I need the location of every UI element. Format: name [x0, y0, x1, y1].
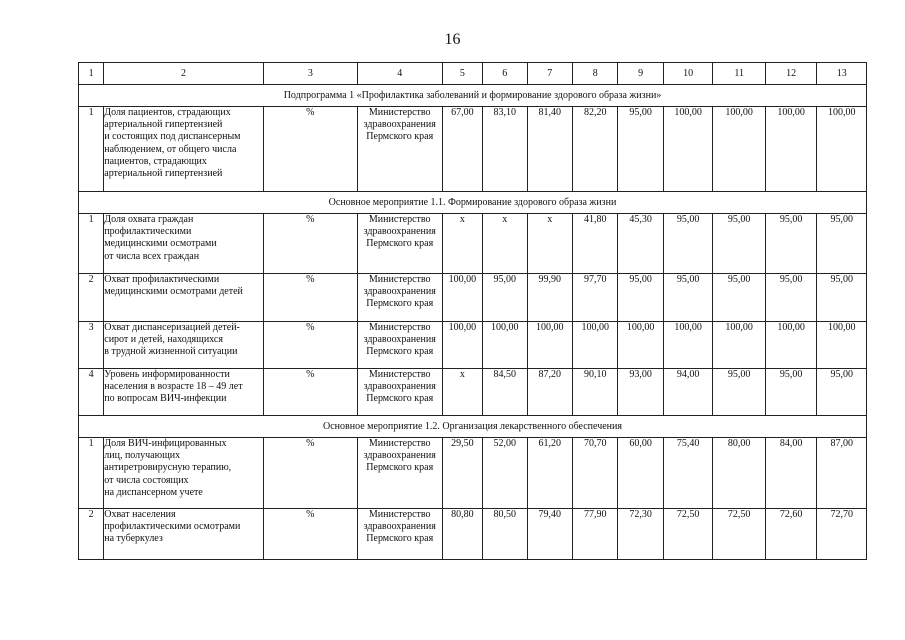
value-cell: 83,10 [483, 107, 527, 192]
value-cell: x [527, 214, 572, 274]
value-cell: 97,70 [572, 274, 617, 322]
value-cell: 95,00 [817, 274, 867, 322]
value-cell: 70,70 [572, 438, 617, 509]
value-cell: 100,00 [663, 322, 713, 369]
value-cell: 95,00 [713, 369, 766, 416]
column-number-cell: 12 [765, 63, 817, 85]
value-cell: 100,00 [817, 322, 867, 369]
value-cell: x [442, 214, 482, 274]
indicator-name: Охват населения профилактическими осмотрами на туберкулез [104, 509, 264, 560]
value-cell: 100,00 [765, 107, 817, 192]
value-cell: 82,20 [572, 107, 617, 192]
value-cell: 95,00 [663, 274, 713, 322]
column-number-cell: 3 [263, 63, 357, 85]
section-header-row [79, 192, 867, 214]
value-cell: 41,80 [572, 214, 617, 274]
indicators-table [78, 62, 867, 560]
row-number: 3 [79, 322, 104, 369]
value-cell: 90,10 [572, 369, 617, 416]
row-number: 1 [79, 214, 104, 274]
section-title: Основное мероприятие 1.1. Формирование здорового образа жизни [79, 192, 867, 214]
executor-cell: Министерство здравоохранения Пермского края [357, 214, 442, 274]
executor-cell: Министерство здравоохранения Пермского края [357, 438, 442, 509]
executor-cell: Министерство здравоохранения Пермского края [357, 369, 442, 416]
value-cell: 99,90 [527, 274, 572, 322]
value-cell: 52,00 [483, 438, 527, 509]
column-number-cell: 11 [713, 63, 766, 85]
executor-cell: Министерство здравоохранения Пермского края [357, 509, 442, 560]
page-number: 16 [444, 31, 461, 48]
value-cell: 95,00 [663, 214, 713, 274]
value-cell: 72,70 [817, 509, 867, 560]
indicator-name: Доля охвата граждан профилактическими медицинскими осмотрами от числа всех граждан [104, 214, 264, 274]
column-number-cell: 1 [79, 63, 104, 85]
unit-cell: % [263, 107, 357, 192]
value-cell: 87,20 [527, 369, 572, 416]
column-number-cell: 7 [527, 63, 572, 85]
value-cell: 72,50 [663, 509, 713, 560]
value-cell: x [483, 214, 527, 274]
column-number-cell: 10 [663, 63, 713, 85]
value-cell: 95,00 [765, 214, 817, 274]
row-number: 2 [79, 509, 104, 560]
value-cell: 80,80 [442, 509, 482, 560]
value-cell: 80,00 [713, 438, 766, 509]
section-header-row [79, 416, 867, 438]
value-cell: 95,00 [618, 107, 663, 192]
row-number: 4 [79, 369, 104, 416]
value-cell: 61,20 [527, 438, 572, 509]
value-cell: 95,00 [713, 214, 766, 274]
value-cell: 77,90 [572, 509, 617, 560]
table-row [79, 322, 867, 369]
executor-cell: Министерство здравоохранения Пермского края [357, 322, 442, 369]
unit-cell: % [263, 274, 357, 322]
value-cell: 95,00 [817, 214, 867, 274]
executor-cell: Министерство здравоохранения Пермского края [357, 274, 442, 322]
value-cell: 84,50 [483, 369, 527, 416]
value-cell: x [442, 369, 482, 416]
indicator-name: Охват профилактическими медицинскими осмотрами детей [104, 274, 264, 322]
table-row [79, 369, 867, 416]
row-number: 1 [79, 107, 104, 192]
value-cell: 100,00 [713, 107, 766, 192]
column-number-cell: 2 [104, 63, 264, 85]
value-cell: 94,00 [663, 369, 713, 416]
section-title: Подпрограмма 1 «Профилактика заболеваний и формирование здорового образа жизни» [79, 85, 867, 107]
table-row [79, 438, 867, 509]
column-number-cell: 4 [357, 63, 442, 85]
value-cell: 29,50 [442, 438, 482, 509]
table-row [79, 107, 867, 192]
column-number-cell: 8 [572, 63, 617, 85]
value-cell: 100,00 [442, 322, 482, 369]
executor-cell: Министерство здравоохранения Пермского края [357, 107, 442, 192]
value-cell: 80,50 [483, 509, 527, 560]
value-cell: 79,40 [527, 509, 572, 560]
table-row [79, 509, 867, 560]
section-header-row [79, 85, 867, 107]
value-cell: 95,00 [483, 274, 527, 322]
table-row [79, 214, 867, 274]
value-cell: 95,00 [765, 274, 817, 322]
table-row [79, 274, 867, 322]
value-cell: 95,00 [713, 274, 766, 322]
value-cell: 100,00 [765, 322, 817, 369]
column-number-cell: 5 [442, 63, 482, 85]
indicator-name: Охват диспансеризацией детей- сирот и детей, находящихся в трудной жизненной ситуации [104, 322, 264, 369]
value-cell: 95,00 [618, 274, 663, 322]
value-cell: 100,00 [527, 322, 572, 369]
value-cell: 95,00 [765, 369, 817, 416]
unit-cell: % [263, 369, 357, 416]
table-body [79, 63, 867, 560]
value-cell: 100,00 [483, 322, 527, 369]
row-number: 2 [79, 274, 104, 322]
value-cell: 72,60 [765, 509, 817, 560]
indicator-name: Уровень информированности населения в возрасте 18 – 49 лет по вопросам ВИЧ-инфекции [104, 369, 264, 416]
value-cell: 93,00 [618, 369, 663, 416]
value-cell: 100,00 [572, 322, 617, 369]
unit-cell: % [263, 322, 357, 369]
value-cell: 72,30 [618, 509, 663, 560]
value-cell: 100,00 [663, 107, 713, 192]
column-number-cell: 6 [483, 63, 527, 85]
value-cell: 100,00 [618, 322, 663, 369]
indicator-name: Доля ВИЧ-инфицированных лиц, получающих антиретровирусную терапию, от числа состоящих на диспансерном учете [104, 438, 264, 509]
value-cell: 87,00 [817, 438, 867, 509]
column-number-cell: 9 [618, 63, 663, 85]
value-cell: 100,00 [713, 322, 766, 369]
value-cell: 67,00 [442, 107, 482, 192]
value-cell: 75,40 [663, 438, 713, 509]
value-cell: 72,50 [713, 509, 766, 560]
indicator-name: Доля пациентов, страдающих артериальной гипертензией и состоящих под диспансерным наблюдением, от общего числа пациентов, страдающих артериальной гипертензией [104, 107, 264, 192]
unit-cell: % [263, 509, 357, 560]
unit-cell: % [263, 438, 357, 509]
value-cell: 100,00 [817, 107, 867, 192]
value-cell: 81,40 [527, 107, 572, 192]
value-cell: 45,30 [618, 214, 663, 274]
value-cell: 60,00 [618, 438, 663, 509]
unit-cell: % [263, 214, 357, 274]
row-number: 1 [79, 438, 104, 509]
value-cell: 95,00 [817, 369, 867, 416]
column-numbers-row [79, 63, 867, 85]
value-cell: 84,00 [765, 438, 817, 509]
column-number-cell: 13 [817, 63, 867, 85]
value-cell: 100,00 [442, 274, 482, 322]
section-title: Основное мероприятие 1.2. Организация лекарственного обеспечения [79, 416, 867, 438]
